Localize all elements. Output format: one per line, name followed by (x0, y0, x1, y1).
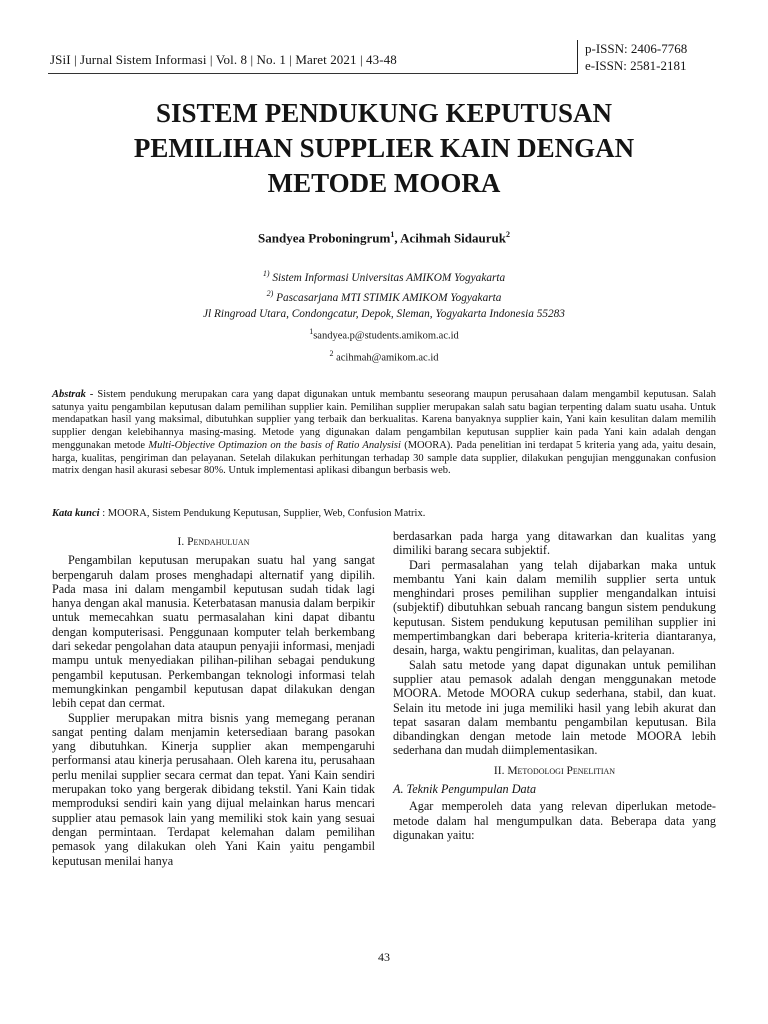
email-2: $^2$ acihmah@amikom.ac.id (329, 348, 439, 363)
affiliation-1: $^{1)}$ Sistem Informasi Universitas AMIKOM Yogyakarta (262, 269, 506, 284)
email-list (60, 323, 708, 366)
author-sup: 1 (390, 230, 395, 239)
p-issn: p-ISSN: 2406-7768 (585, 41, 688, 56)
keywords-text: : MOORA, Sistem Pendukung Keputusan, Supplier, Web, Confusion Matrix. (102, 508, 426, 519)
abstract (52, 389, 716, 478)
author-list: Sandyea Proboningrum$^1$, Acihmah Sidauruk$^2$ (258, 230, 510, 246)
paper-title (60, 96, 708, 201)
title-line-1: SISTEM PENDUKUNG KEPUTUSAN (155, 98, 613, 128)
keywords (52, 508, 716, 519)
issn-block (577, 40, 687, 74)
abstract-label: Abstrak - (52, 389, 94, 400)
paragraph: Dari permasalahan yang telah dijabarkan maka untuk membantu Yani kain dalam memilih supplier serta untuk menghindari proses pemilihan supplier mengandalkan intuisi (subjektif) dibutuhkan sebuah rancang bangun sistem pendukung keputusan. Sistem pendukung keputusan pemilihan supplier ini mempertimbangkan dari beberapa kriteria-kriteria diantaranya, desain, harga, waktu pengiriman, kualitas, dan pelayanan. (393, 557, 716, 658)
title-line-3: METODE MOORA (267, 168, 501, 198)
abstract-method: Multi-Objective Optimazion on the basis of Ratio Analysisi (148, 439, 401, 451)
paragraph: Agar memperoleh data yang relevan diperlukan metode-metode dalam hal mengumpulkan data. Beberapa data yang digunakan yaitu: (393, 799, 716, 842)
paragraph: Salah satu metode yang dapat digunakan untuk pemilihan supplier atau pemasok adalah dengan menggunakan metode MOORA. Metode MOORA cukup sederhana, stabil, dan kuat. Selain itu metode ini juga memiliki hasil yang lebih akurat dan tepat sasaran dalam membantu pengambilan keputusan. Bila dibandingkan dengan metode lain metode MOORA lebih sederhana dan mudah diimplementasikan. (393, 657, 716, 758)
paragraph-continued: berdasarkan pada harga yang ditawarkan dan kualitas yang dimiliki barang secara subjektif. (393, 529, 716, 558)
e-issn: e-ISSN: 2581-2181 (585, 58, 687, 73)
section-heading-methodology: II. Metodologi Penelitian (493, 764, 616, 777)
paragraph: Supplier merupakan mitra bisnis yang memegang peranan sangat penting dalam menjamin ketersediaan barang pasokan yang dibutuhkan. Kinerja supplier akan mempengaruhi performansi atau kinerja perusahaan. Oleh karena itu, perusahaan perlu menilai supplier secara cermat dan tepat. Yani Kain sendiri merupakan toko yang bergerak dibidang tekstil. Yani Kain tidak memproduksi sendiri kain yang dijual melainkan harus mencari supplier atau pemasok lain yang memiliki stok kain yang sesuai dengan permintaan. Terdapat kelemahan dalam pemilihan pemasok yang dilakukan oleh Yani Kain yaitu pengambil keputusan menilai hanya (52, 710, 375, 868)
affiliation-address: Jl Ringroad Utara, Condongcatur, Depok, Sleman, Yogyakarta Indonesia 55283 (203, 307, 565, 320)
affiliations (60, 266, 708, 322)
section-heading-introduction: I. Pendahuluan (177, 536, 250, 548)
right-column (393, 529, 716, 842)
page-number: 43 (378, 950, 390, 964)
subsection-heading: A. Teknik Pengumpulan Data (393, 782, 537, 797)
author-name: Acihmah Sidauruk (400, 230, 506, 246)
affiliation-2: $^{2)}$ Pascasarjana MTI STIMIK AMIKOM Yogyakarta (266, 289, 502, 305)
left-column (52, 529, 375, 868)
author-sup: 2 (505, 230, 510, 239)
author-name: Sandyea Proboningrum (258, 230, 391, 246)
title-line-2: PEMILIHAN SUPPLIER KAIN DENGAN (133, 133, 635, 163)
abstract-text-2: (MOORA). Pada penelitian ini terdapat 5 kriteria yang ada, yaitu desain, harga, kualitas, pengiriman dan pelayanan. Setelah dilakukan perhitungan terhadap 30 sample data supplier, dilakukan pengujian menggunakan confusion matrix dengan hasil akurasi sebesar 80%. Untuk implementasi aplikasi dibangun berbasis web. (52, 439, 717, 477)
email-1: $^1$sandyea.p@students.amikom.ac.id (309, 327, 459, 342)
header-rule (48, 73, 577, 74)
journal-header: JSiI | Jurnal Sistem Informasi | Vol. 8 | No. 1 | Maret 2021 | 43-48 (50, 52, 397, 67)
paragraph: Pengambilan keputusan merupakan suatu hal yang sangat berpengaruh dalam proses menghadapi alternatif yang dipilih. Pada masa ini dalam mengambil keputusan sudah tidak lagi hanya dengan akal manusia. Keterbatasan manusia dalam berpikir untuk memecahkan suatu permasalahan kini dapat dibantu dengan komputerisasi. Penggunaan komputer telah berkembang dari sekedar pengolahan data ataupun penyajii informasi, menjadi mampu untuk menyediakan pilihan-pilihan sebagai pendukung pengambil keputusan. Perkembangan teknologi informasi telah memungkinkan pengambil keputusan dapat dilakukan dengan lebih cepat dan cermat. (52, 553, 375, 711)
keywords-label: Kata kunci (52, 508, 100, 519)
abstract-text-1: Sistem pendukung merupakan cara yang dapat digunakan untuk membantu seseorang maupun perusahaan dalam mengambil keputusan. Salah satunya yaitu pengambilan keputusan dalam pemilihan supplier kain. Pemilihan supplier merupakan salah satu bagian terpenting dalam suatu usaha. Untuk mendapatkan hasil yang maksimal, dibutuhkan supplier yang terbaik dan berkualitas. Karena banyaknya supplier kain, Yani kain kesulitan dalam memilih supplier dengan kelebihannya masing-masing. Metode yang digunakan dalam pengambilan keputusan supplier kain pada Yani kain adalah dengan menggunakan metode (52, 389, 717, 451)
